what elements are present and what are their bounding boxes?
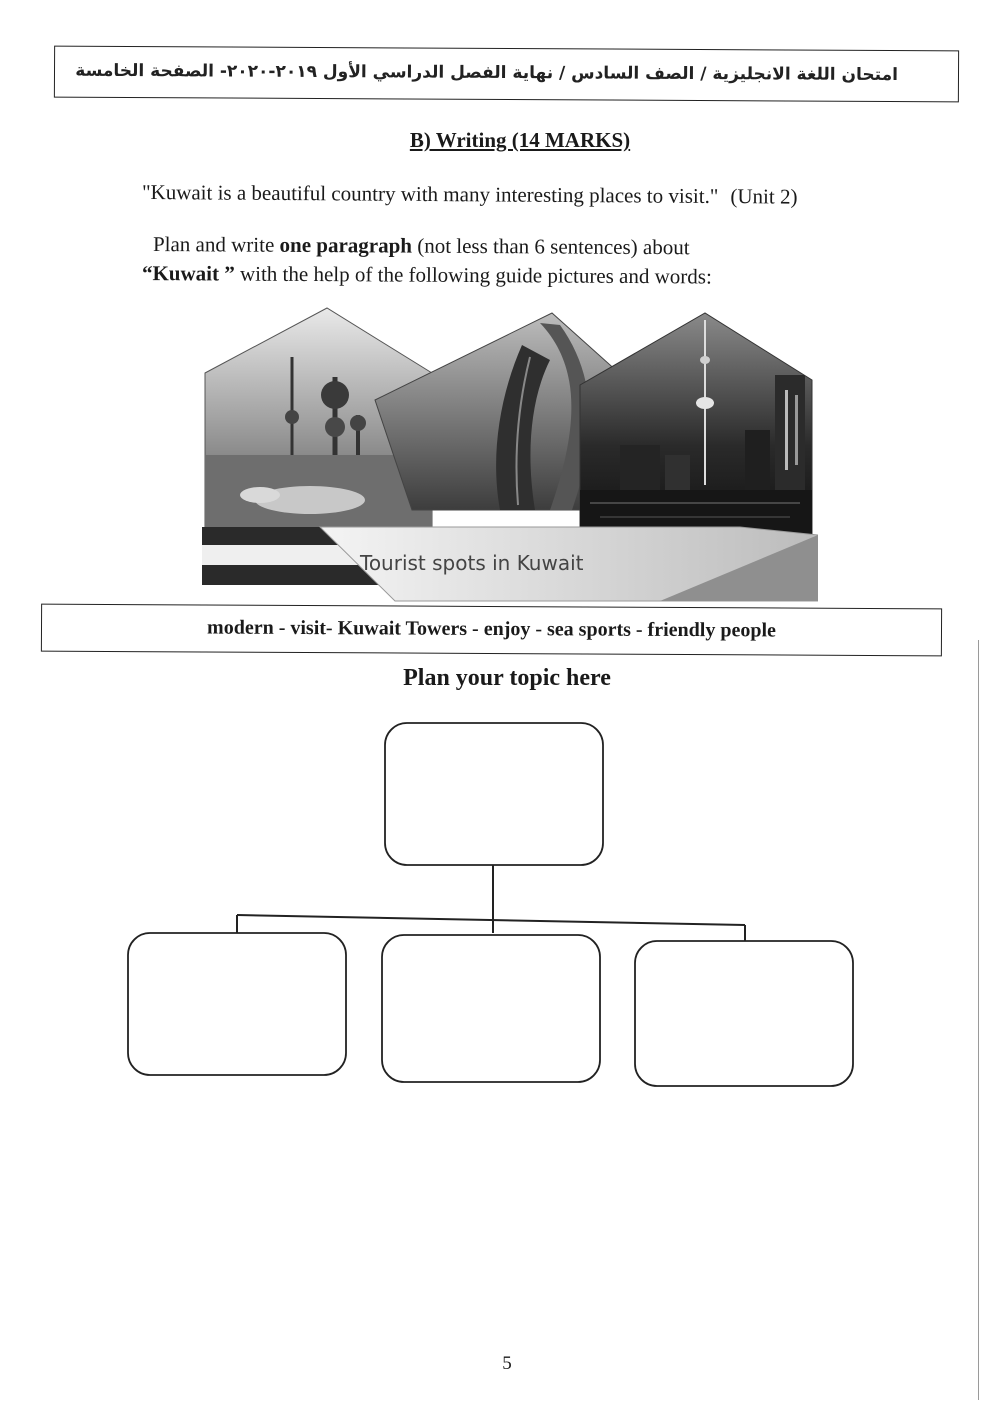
instruction-emphasis: one paragraph <box>279 232 413 258</box>
instruction-end: (not less than 6 sentences) about <box>411 233 690 260</box>
tourist-spots-picture <box>200 305 818 605</box>
main-idea-box[interactable] <box>385 723 603 865</box>
night-skyline-panel <box>580 313 812 535</box>
quote-text: "Kuwait is a beautiful country with many interesting places to visit." <box>141 180 719 209</box>
unit-reference: (Unit 2) <box>730 184 798 209</box>
topic-name: “Kuwait ” <box>141 261 235 286</box>
exam-header-box <box>54 46 959 103</box>
instruction-line-1 <box>153 232 690 260</box>
scan-edge-line <box>978 640 979 1400</box>
supporting-idea-box-2[interactable] <box>382 935 600 1082</box>
section-title: B) Writing (14 MARKS) <box>409 128 631 152</box>
plan-heading: Plan your topic here <box>403 665 611 691</box>
guide-words: modern - visit- Kuwait Towers - enjoy - sea sports - friendly people <box>207 616 776 642</box>
picture-caption: Tourist spots in Kuwait <box>360 551 584 575</box>
prompt-quote <box>142 180 798 210</box>
guide-words-box <box>41 604 942 657</box>
planning-diagram <box>120 715 860 1095</box>
instruction-line-2 <box>142 261 712 289</box>
page-number: 5 <box>502 1353 512 1374</box>
instruction-start: Plan and write <box>152 232 280 257</box>
exam-header-text: امتحان اللغة الانجليزية / الصف السادس / نهاية الفصل الدراسي الأول ٢٠١٩-٢٠٢٠- الصفحة الخامسة <box>75 60 899 86</box>
connector-bar <box>237 915 745 925</box>
supporting-idea-box-3[interactable] <box>635 941 853 1086</box>
instruction-continuation: with the help of the following guide pictures and words: <box>234 261 712 289</box>
supporting-idea-box-1[interactable] <box>128 933 346 1075</box>
